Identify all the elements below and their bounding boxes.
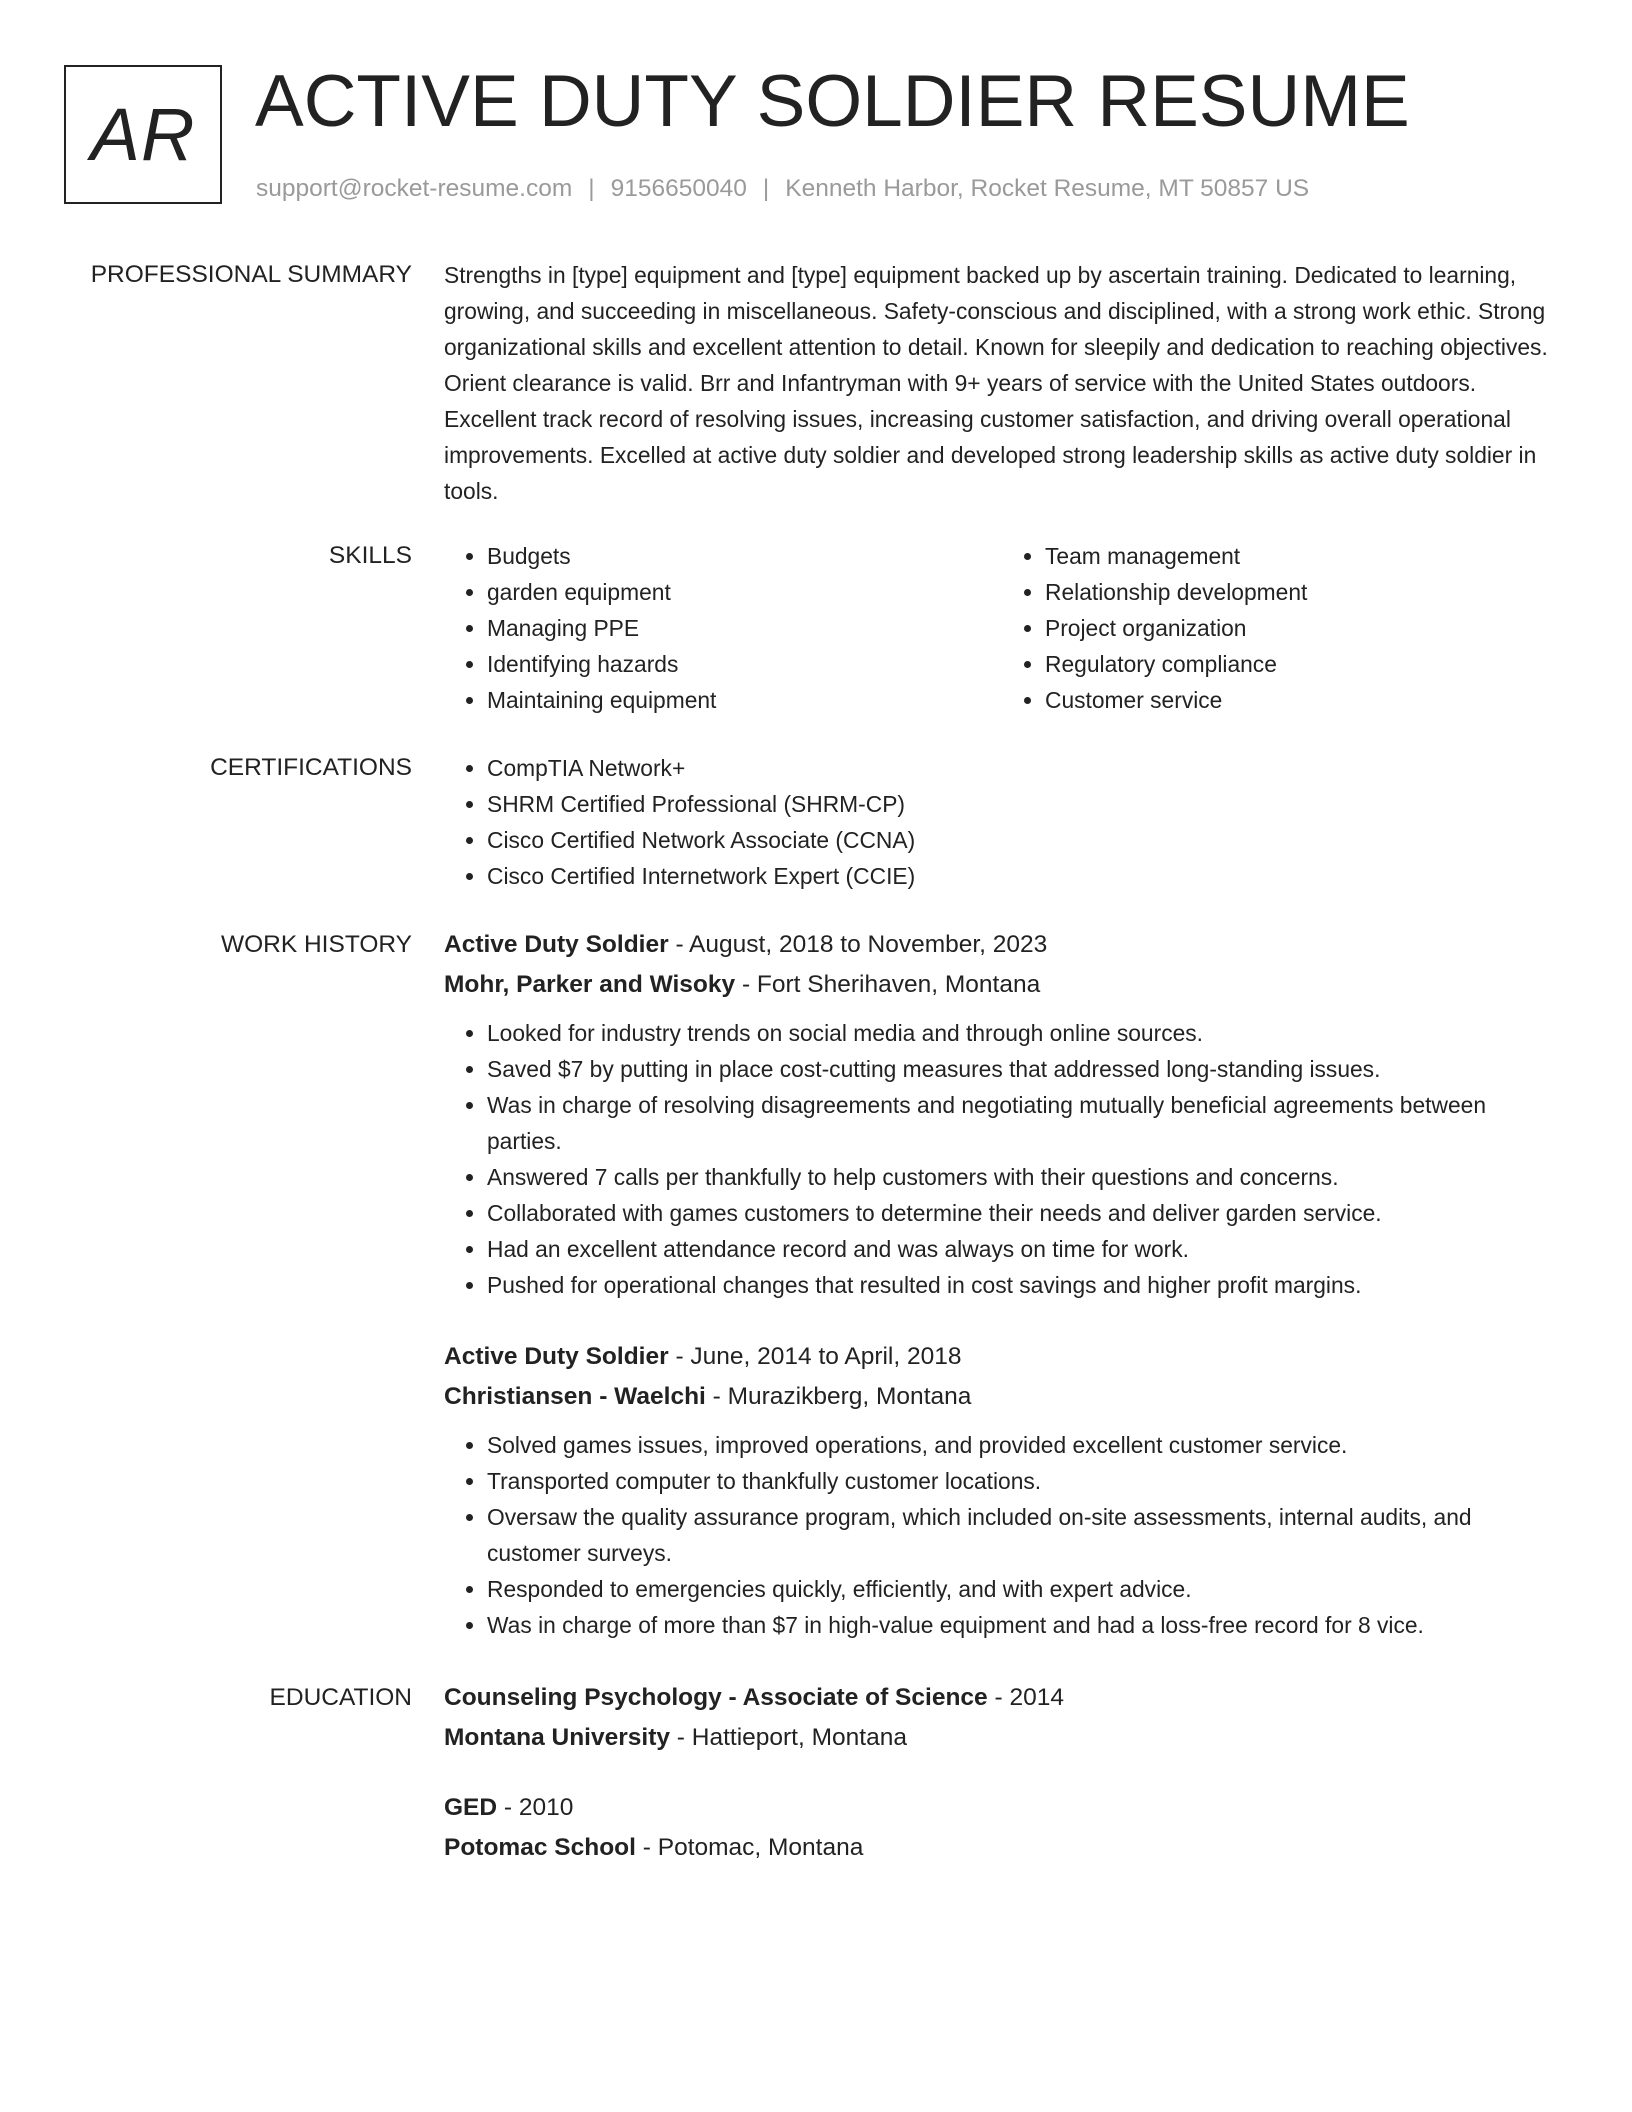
certifications-body xyxy=(444,750,1560,894)
summary-body xyxy=(444,257,1560,509)
education-location: - Hattieport, Montana xyxy=(670,1724,907,1751)
skill-item: • Managing PPE xyxy=(487,610,1002,646)
certification-item: • Cisco Certified Internetwork Expert (CCIE) xyxy=(487,858,1560,894)
job-dates: - August, 2018 to November, 2023 xyxy=(668,931,1048,958)
skill-item: • garden equipment xyxy=(487,574,1002,610)
certification-item: • Cisco Certified Network Associate (CCNA) xyxy=(487,822,1560,858)
job-bullet: • Pushed for operational changes that resulted in cost savings and higher profit margins. xyxy=(487,1267,1560,1303)
skill-item: • Identifying hazards xyxy=(487,646,1002,682)
job-location: - Murazikberg, Montana xyxy=(705,1383,972,1410)
education-school: Montana University xyxy=(444,1724,670,1751)
job-title: Active Duty Soldier xyxy=(444,1343,669,1370)
education-location: - Potomac, Montana xyxy=(635,1834,864,1861)
contact-separator: | xyxy=(588,175,595,202)
education-school-line xyxy=(444,1718,1560,1758)
skills-list-left xyxy=(444,538,1002,718)
education-degree: GED xyxy=(444,1794,498,1821)
education-body xyxy=(444,1678,1560,1758)
education-school: Potomac School xyxy=(444,1834,636,1861)
job-bullet: • Answered 7 calls per thankfully to help customers with their questions and concerns. xyxy=(487,1159,1560,1195)
contact-phone[interactable]: 9156650040 xyxy=(610,175,747,202)
job-bullet: • Was in charge of resolving disagreements and negotiating mutually beneficial agreements between parties. xyxy=(487,1087,1560,1159)
skill-item: • Regulatory compliance xyxy=(1045,646,1560,682)
job-bullet: • Oversaw the quality assurance program, which included on-site assessments, internal audits, and customer surveys. xyxy=(487,1499,1560,1571)
job-company: Christiansen - Waelchi xyxy=(444,1383,706,1410)
job-bullet: • Responded to emergencies quickly, efficiently, and with expert advice. xyxy=(487,1571,1560,1607)
skills-columns xyxy=(444,538,1560,718)
job-title-line xyxy=(444,925,1560,965)
skill-item: • Project organization xyxy=(1045,610,1560,646)
education-year: - 2014 xyxy=(987,1684,1064,1711)
work-history-body xyxy=(444,1337,1560,1643)
education-degree-line xyxy=(444,1678,1560,1718)
job-location: - Fort Sherihaven, Montana xyxy=(735,971,1041,998)
job-title-line xyxy=(444,1337,1560,1377)
job-dates: - June, 2014 to April, 2018 xyxy=(668,1343,962,1370)
job-bullet: • Had an excellent attendance record and was always on time for work. xyxy=(487,1231,1560,1267)
section-label-work-history: WORK HISTORY xyxy=(220,931,412,958)
skills-list-right xyxy=(1002,538,1560,718)
job-bullet: • Saved $7 by putting in place cost-cutting measures that addressed long-standing issues. xyxy=(487,1051,1560,1087)
skill-item: • Team management xyxy=(1045,538,1560,574)
skill-item: • Maintaining equipment xyxy=(487,682,1002,718)
contact-email[interactable]: support@rocket-resume.com xyxy=(256,175,573,202)
section-label-education: EDUCATION xyxy=(269,1684,412,1711)
certifications-list xyxy=(444,750,1560,894)
education-degree-line xyxy=(444,1788,1560,1828)
job-bullets xyxy=(444,1427,1560,1643)
job-title: Active Duty Soldier xyxy=(444,931,669,958)
education-school-line xyxy=(444,1828,1560,1868)
job-company-line xyxy=(444,965,1560,1005)
section-label-summary: PROFESSIONAL SUMMARY xyxy=(90,261,412,288)
certification-item: • SHRM Certified Professional (SHRM-CP) xyxy=(487,786,1560,822)
summary-text: Strengths in [type] equipment and [type] equipment backed up by ascertain training. Dedicated to learning, growing, and succeeding in miscellaneous. Safety-conscious and disciplined, with a strong work ethic. Strong organizational skills and excellent attention to detail. Known for sleepily and dedication to reaching objectives. Orient clearance is valid. Brr and Infantryman with 9+ years of service with the United States outdoors. Excellent track record of resolving issues, increasing customer satisfaction, and driving overall operational improvements. Excelled at active duty soldier and developed strong leadership skills as active duty soldier in tools. xyxy=(444,262,1548,504)
job-bullet: • Looked for industry trends on social media and through online sources. xyxy=(487,1015,1560,1051)
education-degree: Counseling Psychology - Associate of Science xyxy=(444,1684,988,1711)
contact-separator: | xyxy=(762,175,770,202)
education-year: - 2010 xyxy=(497,1794,574,1821)
job-company-line xyxy=(444,1377,1560,1417)
work-history-body xyxy=(444,925,1560,1303)
job-bullet: • Was in charge of more than $7 in high-value equipment and had a loss-free record for 8 vice. xyxy=(487,1607,1560,1643)
job-bullet: • Solved games issues, improved operations, and provided excellent customer service. xyxy=(487,1427,1560,1463)
certification-item: • CompTIA Network+ xyxy=(487,750,1560,786)
skill-item: • Customer service xyxy=(1045,682,1560,718)
skill-item: • Relationship development xyxy=(1045,574,1560,610)
contact-line xyxy=(256,173,1309,205)
job-bullet: • Collaborated with games customers to determine their needs and deliver garden service. xyxy=(487,1195,1560,1231)
job-bullets xyxy=(444,1015,1560,1303)
education-body xyxy=(444,1788,1560,1868)
job-bullet: • Transported computer to thankfully customer locations. xyxy=(487,1463,1560,1499)
monogram-initials: AR xyxy=(64,65,222,204)
resume-title: ACTIVE DUTY SOLDIER RESUME xyxy=(255,61,1410,142)
job-company: Mohr, Parker and Wisoky xyxy=(444,971,736,998)
section-label-skills: SKILLS xyxy=(328,542,412,569)
section-label-certifications: CERTIFICATIONS xyxy=(210,754,412,781)
skill-item: • Budgets xyxy=(487,538,1002,574)
contact-address: Kenneth Harbor, Rocket Resume, MT 50857 US xyxy=(785,175,1310,202)
